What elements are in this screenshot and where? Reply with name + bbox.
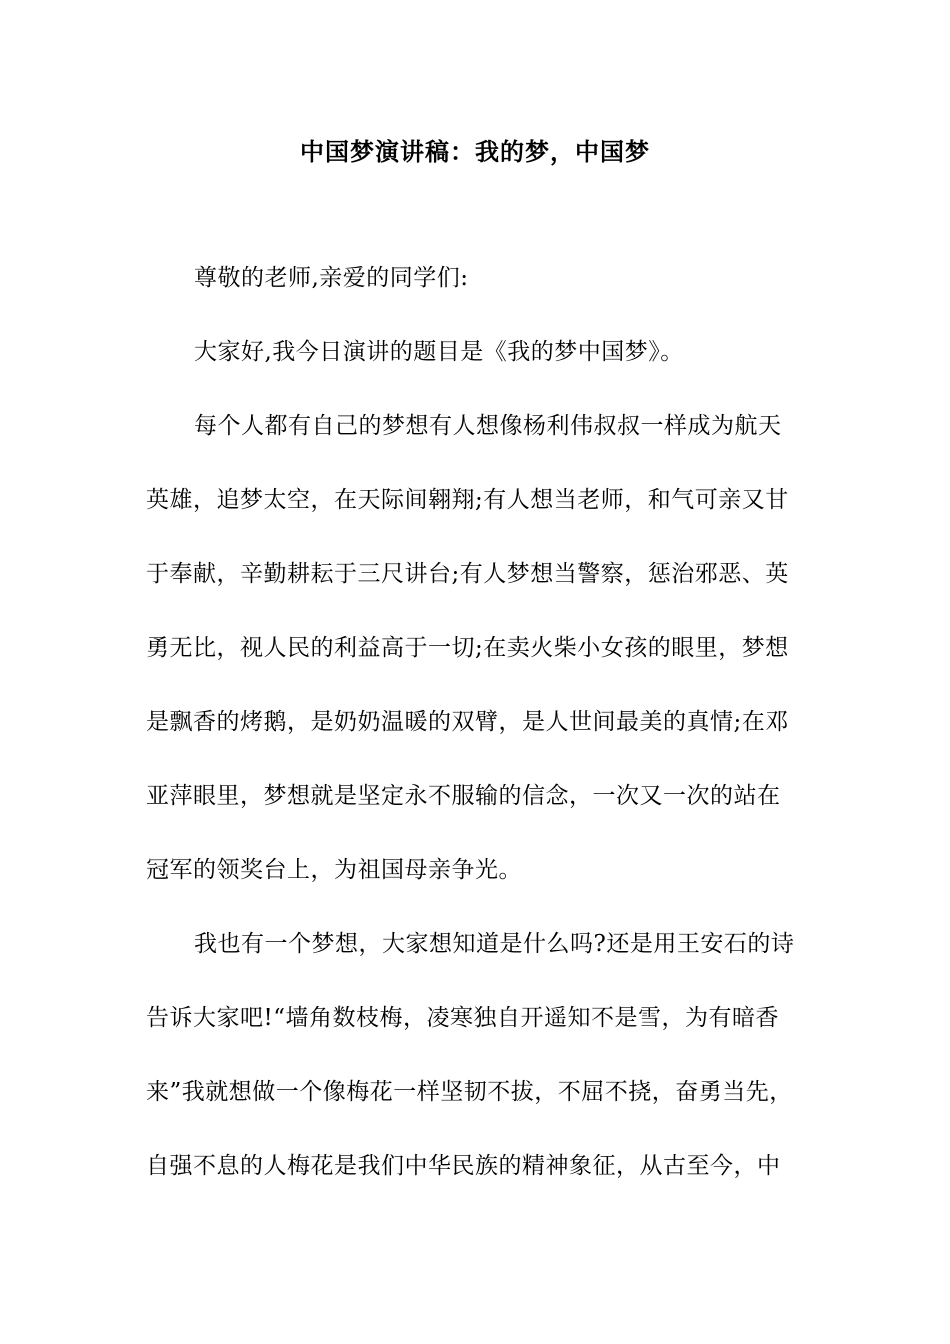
paragraph-line: 于奉献，辛勤耕耘于三尺讲台;有人梦想当警察，惩治邪恶、英 (146, 561, 789, 587)
paragraph-line: 勇无比，视人民的利益高于一切;在卖火柴小女孩的眼里，梦想 (146, 635, 789, 661)
paragraph-line: 每个人都有自己的梦想有人想像杨利伟叔叔一样成为航天 (194, 413, 782, 439)
paragraph-line: 告诉大家吧!“墙角数枝梅，凌寒独自开遥知不是雪，为有暗香 (146, 1005, 780, 1031)
salutation: 尊敬的老师,亲爱的同学们: (194, 265, 469, 291)
paragraph-line: 我也有一个梦想，大家想知道是什么吗?还是用王安石的诗 (194, 931, 795, 957)
paragraph-line: 英雄，追梦太空，在天际间翱翔;有人想当老师，和气可亲又甘 (146, 487, 789, 513)
paragraph-dreams (146, 389, 826, 907)
paragraph-line: 亚萍眼里，梦想就是坚定永不服输的信念，一次又一次的站在 (146, 783, 781, 809)
greeting: 大家好,我今日演讲的题目是《我的梦中国梦》。 (194, 339, 684, 365)
paragraph-line: 冠军的领奖台上，为祖国母亲争光。 (146, 857, 522, 883)
paragraph-line: 是飘香的烤鹅，是奶奶温暖的双臂，是人世间最美的真情;在邓 (146, 709, 789, 735)
paragraph-my-dream (146, 907, 826, 1203)
document-title: 中国梦演讲稿：我的梦，中国梦 (300, 137, 650, 166)
paragraph-line: 来”我就想做一个像梅花一样坚韧不拔，不屈不挠，奋勇当先， (146, 1079, 793, 1105)
paragraph-line: 自强不息的人梅花是我们中华民族的精神象征，从古至今，中 (146, 1153, 781, 1179)
